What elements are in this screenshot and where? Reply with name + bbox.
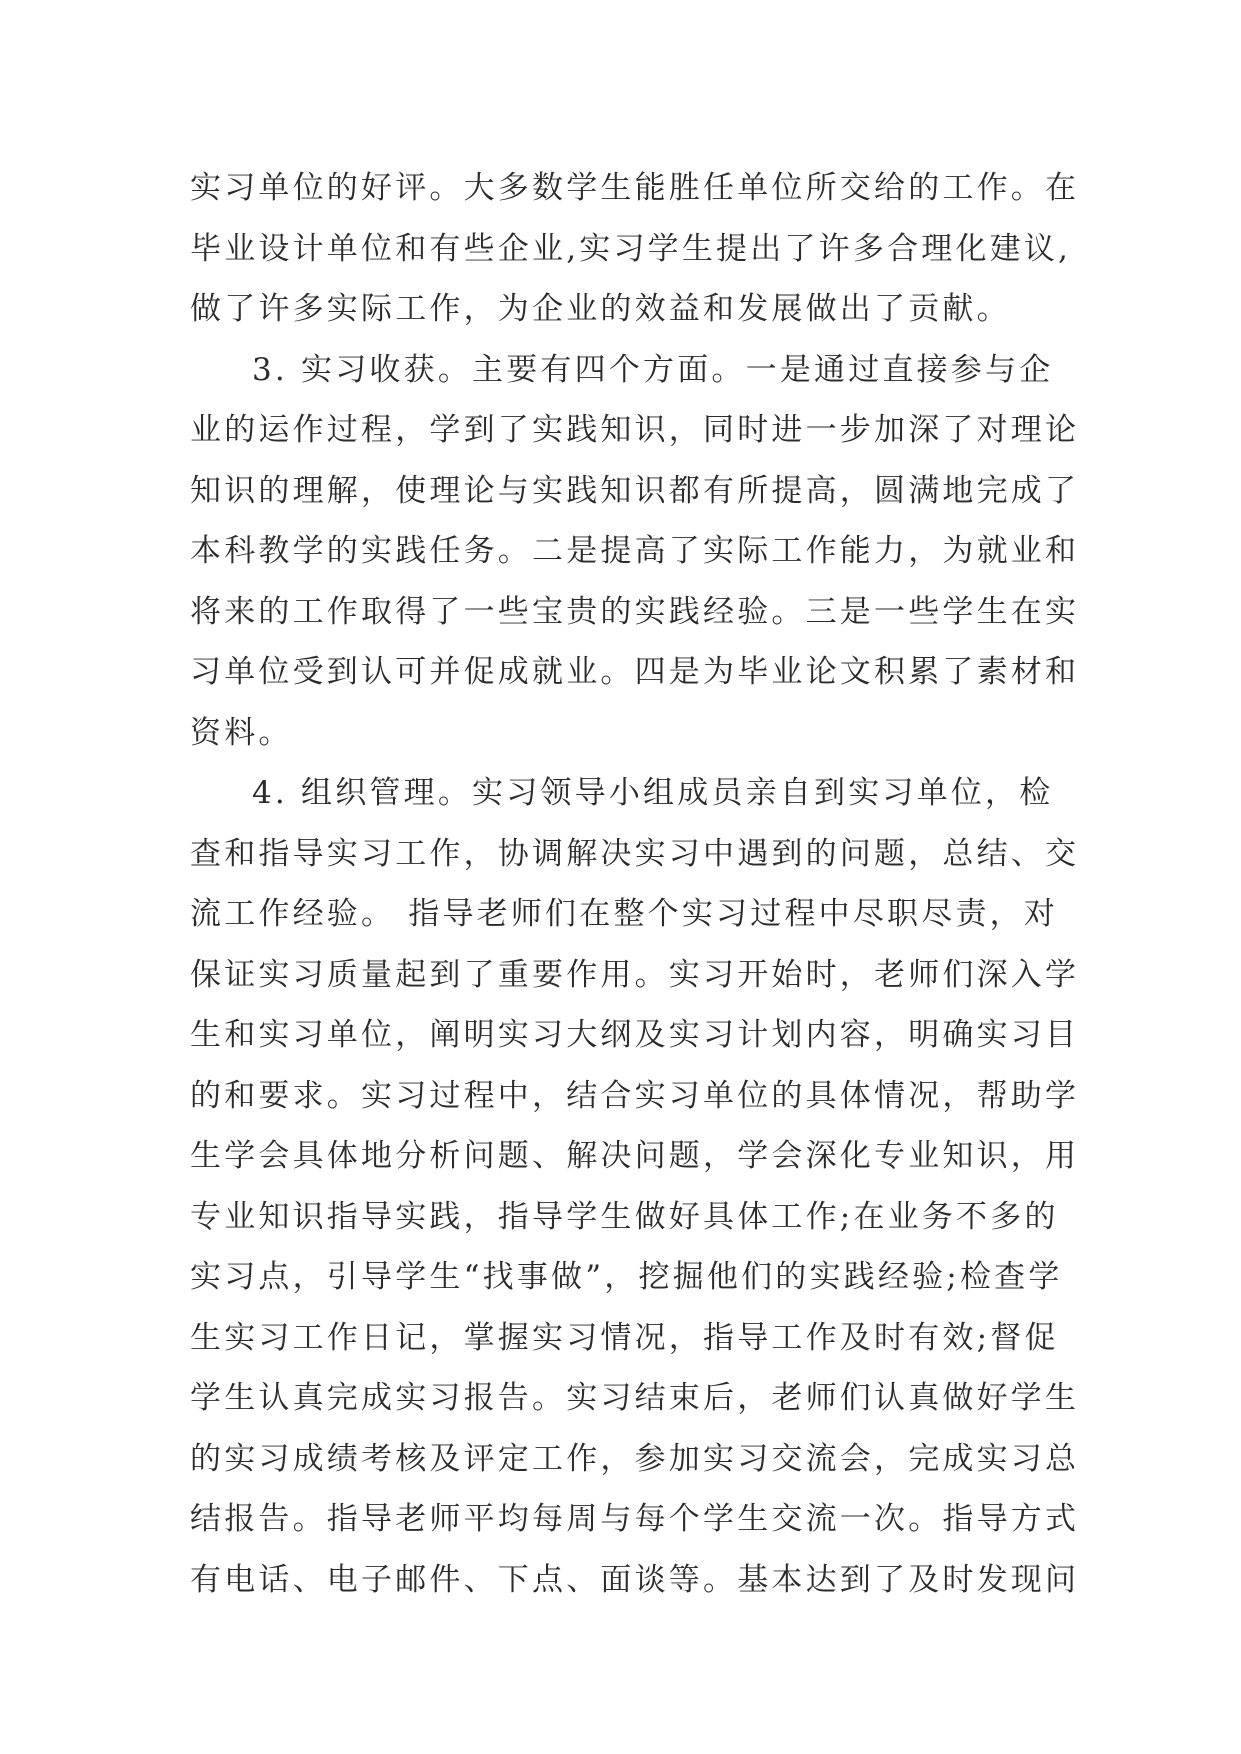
text-line: 将来的工作取得了一些宝贵的实践经验。三是一些学生在实 — [190, 593, 1080, 630]
text-line: 学生认真完成实习报告。实习结束后，老师们认真做好学生 — [190, 1380, 1080, 1416]
text-line: 业的运作过程，学到了实践知识，同时进一步加深了对理论 — [190, 412, 1080, 448]
text-line: 结报告。指导老师平均每周与每个学生交流一次。指导方式 — [190, 1501, 1080, 1537]
text-line: 流工作经验。 指导老师们在整个实习过程中尽职尽责，对 — [190, 896, 1059, 932]
text-line: 知识的理解，使理论与实践知识都有所提高，圆满地完成了 — [190, 472, 1080, 509]
text-line: 本科教学的实践任务。二是提高了实际工作能力，为就业和 — [190, 533, 1080, 569]
text-line: 专业知识指导实践，指导学生做好具体工作;在业务不多的 — [190, 1198, 1059, 1235]
text-line: 做了许多实际工作，为企业的效益和发展做出了贡献。 — [190, 291, 1011, 327]
text-line: 有电话、电子邮件、下点、面谈等。基本达到了及时发现问 — [190, 1561, 1080, 1598]
text-line: 生实习工作日记，掌握实习情况，指导工作及时有效;督促 — [190, 1319, 1059, 1356]
text-line: 习单位受到认可并促成就业。四是为毕业论文积累了素材和 — [190, 654, 1080, 690]
text-line: 保证实习质量起到了重要作用。实习开始时，老师们深入学 — [190, 956, 1080, 993]
text-line: 资料。 — [190, 714, 293, 751]
text-line: 实习点，引导学生“找事做”，挖掘他们的实践经验;检查学 — [190, 1259, 1063, 1295]
body-text — [190, 158, 1080, 1610]
paragraph-3-start: 3. 实习收获。主要有四个方面。一是通过直接参与企 — [252, 351, 1054, 388]
text-line: 的和要求。实习过程中，结合实习单位的具体情况，帮助学 — [190, 1077, 1080, 1114]
text-line: 实习单位的好评。大多数学生能胜任单位所交给的工作。在 — [190, 170, 1080, 206]
text-line: 的实习成绩考核及评定工作，参加实习交流会，完成实习总 — [190, 1440, 1080, 1477]
text-line: 查和指导实习工作，协调解决实习中遇到的问题，总结、交 — [190, 835, 1080, 872]
text-line: 毕业设计单位和有些企业,实习学生提出了许多合理化建议, — [190, 230, 1072, 267]
text-line: 生学会具体地分析问题、解决问题，学会深化专业知识，用 — [190, 1138, 1080, 1174]
paragraph-4-start: 4. 组织管理。实习领导小组成员亲自到实习单位，检 — [252, 775, 1054, 811]
text-line: 生和实习单位，阐明实习大纲及实习计划内容，明确实习目 — [190, 1017, 1080, 1053]
